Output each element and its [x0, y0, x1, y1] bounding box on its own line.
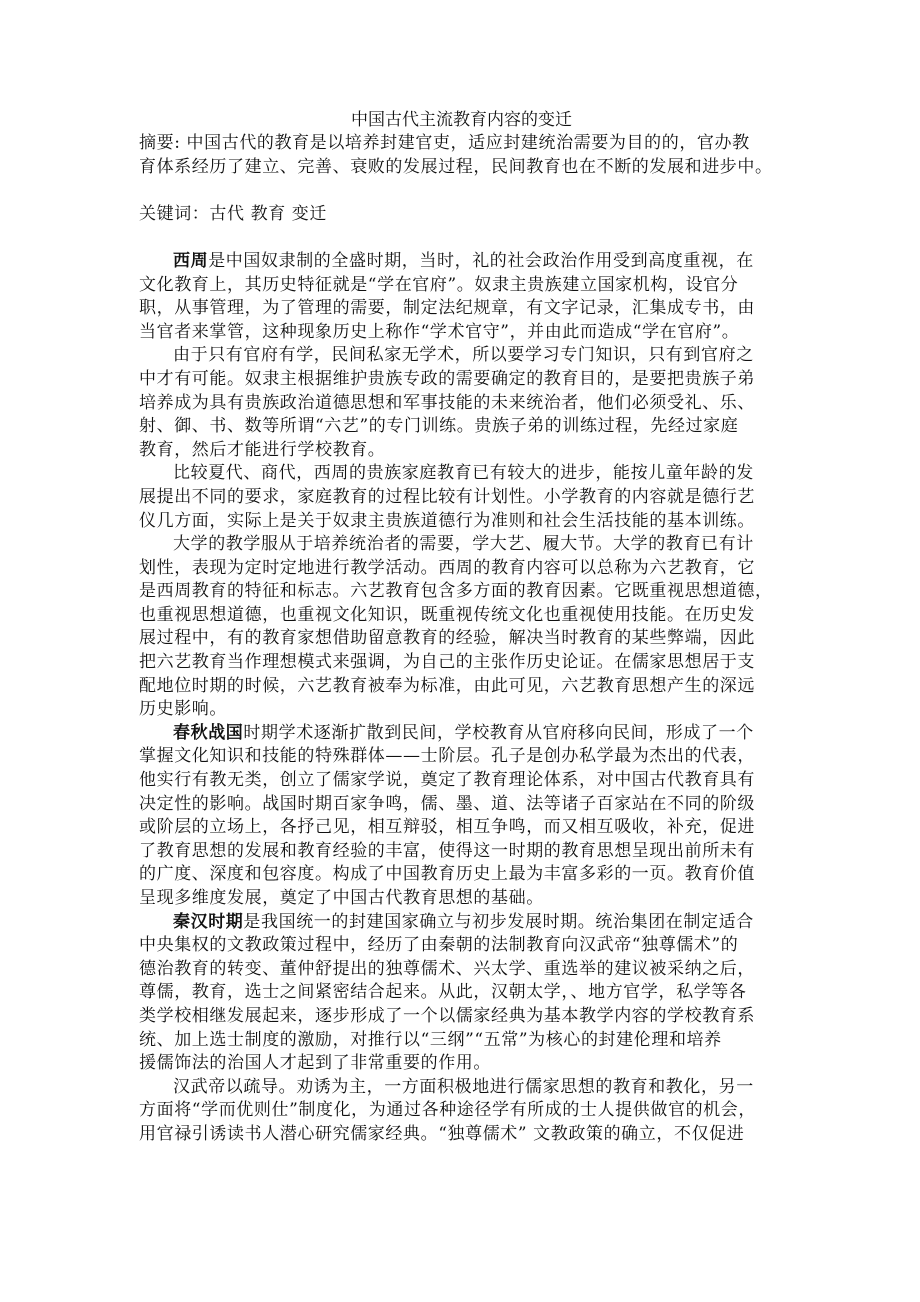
paragraph-line: 秦汉时期是我国统一的封建国家确立与初步发展时期。统治集团在制定适合 — [173, 911, 754, 932]
paragraph-line: 历史影响。 — [139, 699, 227, 720]
paragraph-line: 把六艺教育当作理想模式来强调，为自己的主张作历史论证。在儒家思想居于支 — [139, 652, 755, 673]
paragraph-line: 了教育思想的发展和教育经验的丰富，使得这一时期的教育思想呈现出前所未有 — [139, 840, 755, 861]
paragraph-line: 德治教育的转变、董仲舒提出的独尊儒术、兴太学、重选举的建议被采纳之后， — [139, 958, 755, 979]
paragraph-line: 大学的教学服从于培养统治者的需要，学大艺、履大节。大学的教育已有计 — [173, 534, 754, 555]
paragraph-line: 统、加上选士制度的激励，对推行以“三纲”“五常”为核心的封建伦理和培养 — [139, 1029, 722, 1050]
paragraph-line: 春秋战国时期学术逐渐扩散到民间，学校教育从官府移向民间，形成了一个 — [173, 722, 754, 743]
paragraph-line: 西周是中国奴隶制的全盛时期，当时，礼的社会政治作用受到高度重视，在 — [173, 250, 754, 271]
section-heading-chunqiu: 春秋战国 — [173, 722, 244, 743]
paragraph-line: 的广度、深度和包容度。构成了中国教育历史上最为丰富多彩的一页。教育价值 — [139, 864, 755, 885]
paragraph-line: 援儒饰法的治国人才起到了非常重要的作用。 — [139, 1053, 491, 1074]
paragraph-line: 掌握文化知识和技能的特殊群体——士阶层。孔子是创办私学最为杰出的代表， — [139, 746, 755, 767]
abstract-line: 育体系经历了建立、完善、衰败的发展过程，民间教育也在不断的发展和进步中。 — [139, 156, 773, 177]
paragraph-line: 汉武帝以疏导。劝诱为主，一方面积极地进行儒家思想的教育和教化，另一 — [173, 1076, 754, 1097]
paragraph-line: 他实行有教无类，创立了儒家学说，奠定了教育理论体系，对中国古代教育具有 — [139, 770, 755, 791]
paragraph-line: 方面将“学而优则仕”制度化，为通过各种途径学有所成的士人提供做官的机会， — [139, 1100, 756, 1121]
section-heading-xizhou: 西周 — [173, 250, 209, 271]
document-page — [139, 108, 784, 1147]
document-title: 中国古代主流教育内容的变迁 — [351, 110, 572, 130]
paragraph-line: 中央集权的文教政策过程中，经历了由秦朝的法制教育向汉武帝“独尊儒术”的 — [139, 935, 739, 956]
paragraph-line: 职，从事管理，为了管理的需要，制定法纪规章，有文字记录，汇集成专书，由 — [139, 298, 755, 319]
paragraph-line: 配地位时期的时候，六艺教育被奉为标准，由此可见，六艺教育思想产生的深远 — [139, 675, 755, 696]
paragraph-line: 用官禄引诱读书人潜心研究儒家经典。“独尊儒术” 文教政策的确立，不仅促进 — [139, 1123, 745, 1144]
paragraph-line: 仪几方面，实际上是关于奴隶主贵族道德行为准则和社会生活技能的基本训练。 — [139, 510, 755, 531]
paragraph-line: 教育，然后才能进行学校教育。 — [139, 439, 386, 460]
paragraph-line: 也重视思想道德，也重视文化知识，既重视传统文化也重视使用技能。在历史发 — [139, 604, 755, 625]
paragraph-line: 培养成为具有贵族政治道德思想和军事技能的未来统治者，他们必须受礼、乐、 — [139, 392, 755, 413]
paragraph-line: 由于只有官府有学，民间私家无学术，所以要学习专门知识，只有到官府之 — [173, 345, 754, 366]
abstract-line: 摘要: 中国古代的教育是以培养封建官吏，适应封建统治需要为目的的，官办教 — [139, 133, 750, 153]
paragraph-line: 展过程中，有的教育家想借助留意教育的经验，解决当时教育的某些弊端，因此 — [139, 628, 755, 649]
paragraph-line: 展提出不同的要求，家庭教育的过程比较有计划性。小学教育的内容就是德行艺 — [139, 486, 755, 507]
paragraph-line: 呈现多维度发展，奠定了中国古代教育思想的基础。 — [139, 888, 544, 908]
paragraph-line: 尊儒，教育，选士之间紧密结合起来。从此，汉朝太学，、地方官学，私学等各 — [139, 982, 747, 1003]
paragraph-line: 当官者来掌管，这种现象历史上称作“学术官守”，并由此而造成“学在官府”。 — [139, 321, 740, 342]
paragraph-line: 决定性的影响。战国时期百家争鸣，儒、墨、道、法等诸子百家站在不同的阶级 — [139, 793, 755, 814]
paragraph-line: 或阶层的立场上，各抒己见，相互辩驳，相互争鸣，而又相互吸收，补充，促进 — [139, 817, 755, 838]
paragraph-line: 类学校相继发展起来，逐步形成了一个以儒家经典为基本教学内容的学校教育系 — [139, 1005, 755, 1026]
paragraph-line: 中才有可能。奴隶主根据维护贵族专政的需要确定的教育目的，是要把贵族子弟 — [139, 368, 755, 389]
paragraph-line: 射、御、书、数等所谓“六艺”的专门训练。贵族子弟的训练过程，先经过家庭 — [139, 416, 739, 437]
section-heading-qinhan: 秦汉时期 — [173, 911, 244, 932]
paragraph-line: 文化教育上，其历史特征就是“学在官府”。奴隶主贵族建立国家机构，设官分 — [139, 274, 739, 295]
paragraph-line: 是西周教育的特征和标志。六艺教育包含多方面的教育因素。它既重视思想道德， — [139, 581, 773, 602]
keywords: 关键词：古代 教育 变迁 — [139, 203, 328, 224]
paragraph-line: 比较夏代、商代，西周的贵族家庭教育已有较大的进步，能按儿童年龄的发 — [173, 463, 754, 484]
paragraph-line: 划性，表现为定时定地进行教学活动。西周的教育内容可以总称为六艺教育，它 — [139, 557, 755, 578]
